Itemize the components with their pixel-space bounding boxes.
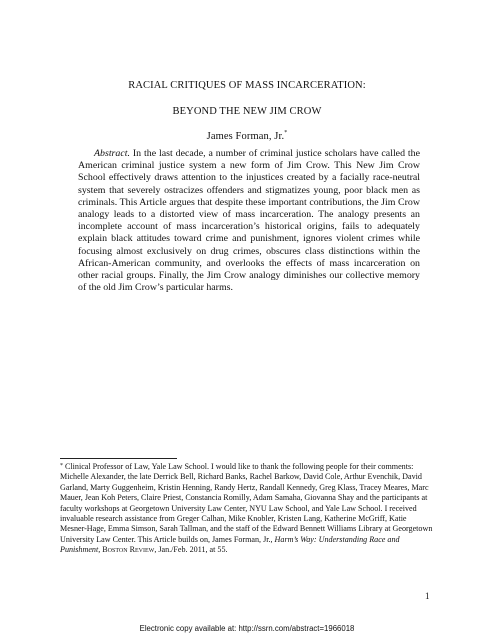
author-line <box>0 131 494 142</box>
footnote-book-title: Harm’s Way: Understanding Race and Punishment <box>60 534 400 555</box>
abstract-label: Abstract. <box>94 148 130 159</box>
abstract-text: In the last decade, a number of criminal justice scholars have called the American criminal justice system a new form of Jim Crow. This New Jim Crow School effectively draws attention to the injustices created by a facially race-neutral system that severely ostracizes offenders and stigmatizes young, poor black men as criminals. This Article argues that despite these important contributions, the Jim Crow analogy leads to a distorted view of mass incarceration. The analogy presents an incomplete account of mass incarceration’s historical origins, fails to adequately explain black attitudes toward crime and punishment, ignores violent crimes while focusing almost exclusively on drug crimes, obscures class distinctions within the African-American community, and overlooks the effects of mass incarceration on other racial groups. Finally, the Jim Crow analogy diminishes our collective memory of the old Jim Crow’s particular harms. <box>78 148 420 294</box>
page-number: 1 <box>425 591 430 601</box>
footnote-journal: Boston Review <box>102 545 155 555</box>
footnote <box>60 462 434 556</box>
abstract-paragraph <box>78 148 420 294</box>
footnote-mark: * <box>60 463 63 469</box>
footnote-separator: , <box>98 545 103 555</box>
title-line-1: RACIAL CRITIQUES OF MASS INCARCERATION: <box>128 80 366 91</box>
title-line-2: BEYOND THE NEW JIM CROW <box>172 106 322 117</box>
footnote-divider <box>60 458 177 459</box>
ssrn-footer: Electronic copy available at: http://ssrn.com/abstract=1966018 <box>139 624 355 633</box>
author-name: James Forman, Jr. <box>206 131 285 142</box>
footnote-text: Clinical Professor of Law, Yale Law School. I would like to thank the following people for their comments: Michelle Alexander, the late Derrick Bell, Richard Banks, Rachel Barkow, David Cole, Arthur Evenchik, David Garland, Marty Guggenheim, Kristin Henning, Randy Hertz, Randall Kennedy, Greg Klass, Tracey Meares, Marc Mauer, Jean Koh Peters, Claire Priest, Constancia Romilly, Adam Samaha, Giovanna Shay and the participants at faculty workshops at Georgetown University Law Center, NYU Law School, and Yale Law School. I received invaluable research assistance from Greger Calhan, Mike Knobler, Kristen Lang, Katherine McGriff, Katie Mesner-Hage, Emma Simson, Sarah Tallman, and the staff of the Edward Bennett Williams Library at Georgetown University Law Center. This Article builds on, James Forman, Jr., <box>60 462 433 544</box>
author-footnote-mark: * <box>284 130 288 136</box>
footnote-citation-end: , Jan./Feb. 2011, at 55. <box>154 545 228 555</box>
